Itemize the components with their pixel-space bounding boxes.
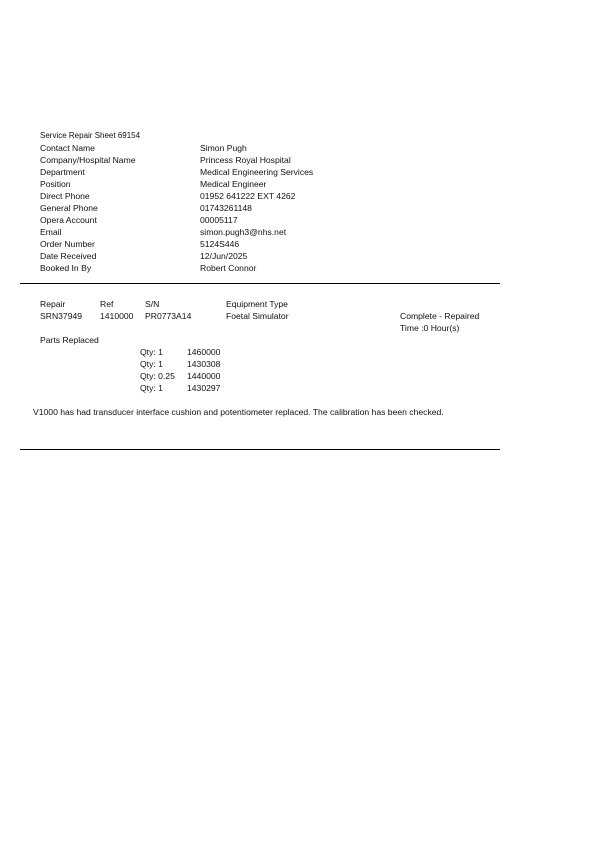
detail-label: Direct Phone — [40, 191, 90, 201]
detail-label: Company/Hospital Name — [40, 155, 136, 165]
detail-value: simon.pugh3@nhs.net — [200, 227, 287, 237]
detail-value: Medical Engineering Services — [200, 167, 314, 177]
part-qty: Qty: 1 — [140, 359, 163, 369]
detail-value: Medical Engineer — [200, 179, 267, 189]
detail-value: 01743261148 — [200, 203, 252, 213]
detail-label: Department — [40, 167, 85, 177]
detail-value: Princess Royal Hospital — [200, 155, 291, 165]
ref-number: 1410000 — [100, 311, 134, 321]
detail-value: Simon Pugh — [200, 143, 247, 153]
header-ref: Ref — [100, 299, 114, 309]
part-qty: Qty: 1 — [140, 347, 163, 357]
detail-label: Date Received — [40, 251, 97, 261]
detail-label: Booked In By — [40, 263, 92, 273]
detail-label: General Phone — [40, 203, 98, 213]
part-number: 1430297 — [187, 383, 221, 393]
detail-value: 5124S446 — [200, 239, 240, 249]
serial-number: PR0773A14 — [145, 311, 192, 321]
detail-value: 01952 641222 EXT 4262 — [200, 191, 296, 201]
parts-heading: Parts Replaced — [40, 335, 99, 345]
header-equipment-type: Equipment Type — [226, 299, 288, 309]
detail-label: Position — [40, 179, 71, 189]
header-sn: S/N — [145, 299, 160, 309]
part-qty: Qty: 1 — [140, 383, 163, 393]
repair-notes: V1000 has had transducer interface cushion and potentiometer replaced. The calibration has been checked. — [33, 407, 444, 417]
repair-status: Complete - Repaired — [400, 311, 480, 321]
part-number: 1440000 — [187, 371, 221, 381]
section-divider-bottom — [20, 449, 500, 450]
equipment-type: Foetal Simulator — [226, 311, 289, 321]
part-number: 1460000 — [187, 347, 221, 357]
detail-label: Email — [40, 227, 62, 237]
repair-number: SRN37949 — [40, 311, 83, 321]
repair-time: Time :0 Hour(s) — [400, 323, 460, 333]
detail-label: Opera Account — [40, 215, 97, 225]
sheet-title: Service Repair Sheet 69154 — [40, 131, 141, 140]
detail-value: Robert Connor — [200, 263, 257, 273]
part-qty: Qty: 0.25 — [140, 371, 175, 381]
detail-label: Order Number — [40, 239, 95, 249]
detail-label: Contact Name — [40, 143, 95, 153]
section-divider-top — [20, 283, 500, 284]
detail-value: 00005117 — [200, 215, 238, 225]
part-number: 1430308 — [187, 359, 221, 369]
header-repair: Repair — [40, 299, 66, 309]
detail-value: 12/Jun/2025 — [200, 251, 248, 261]
